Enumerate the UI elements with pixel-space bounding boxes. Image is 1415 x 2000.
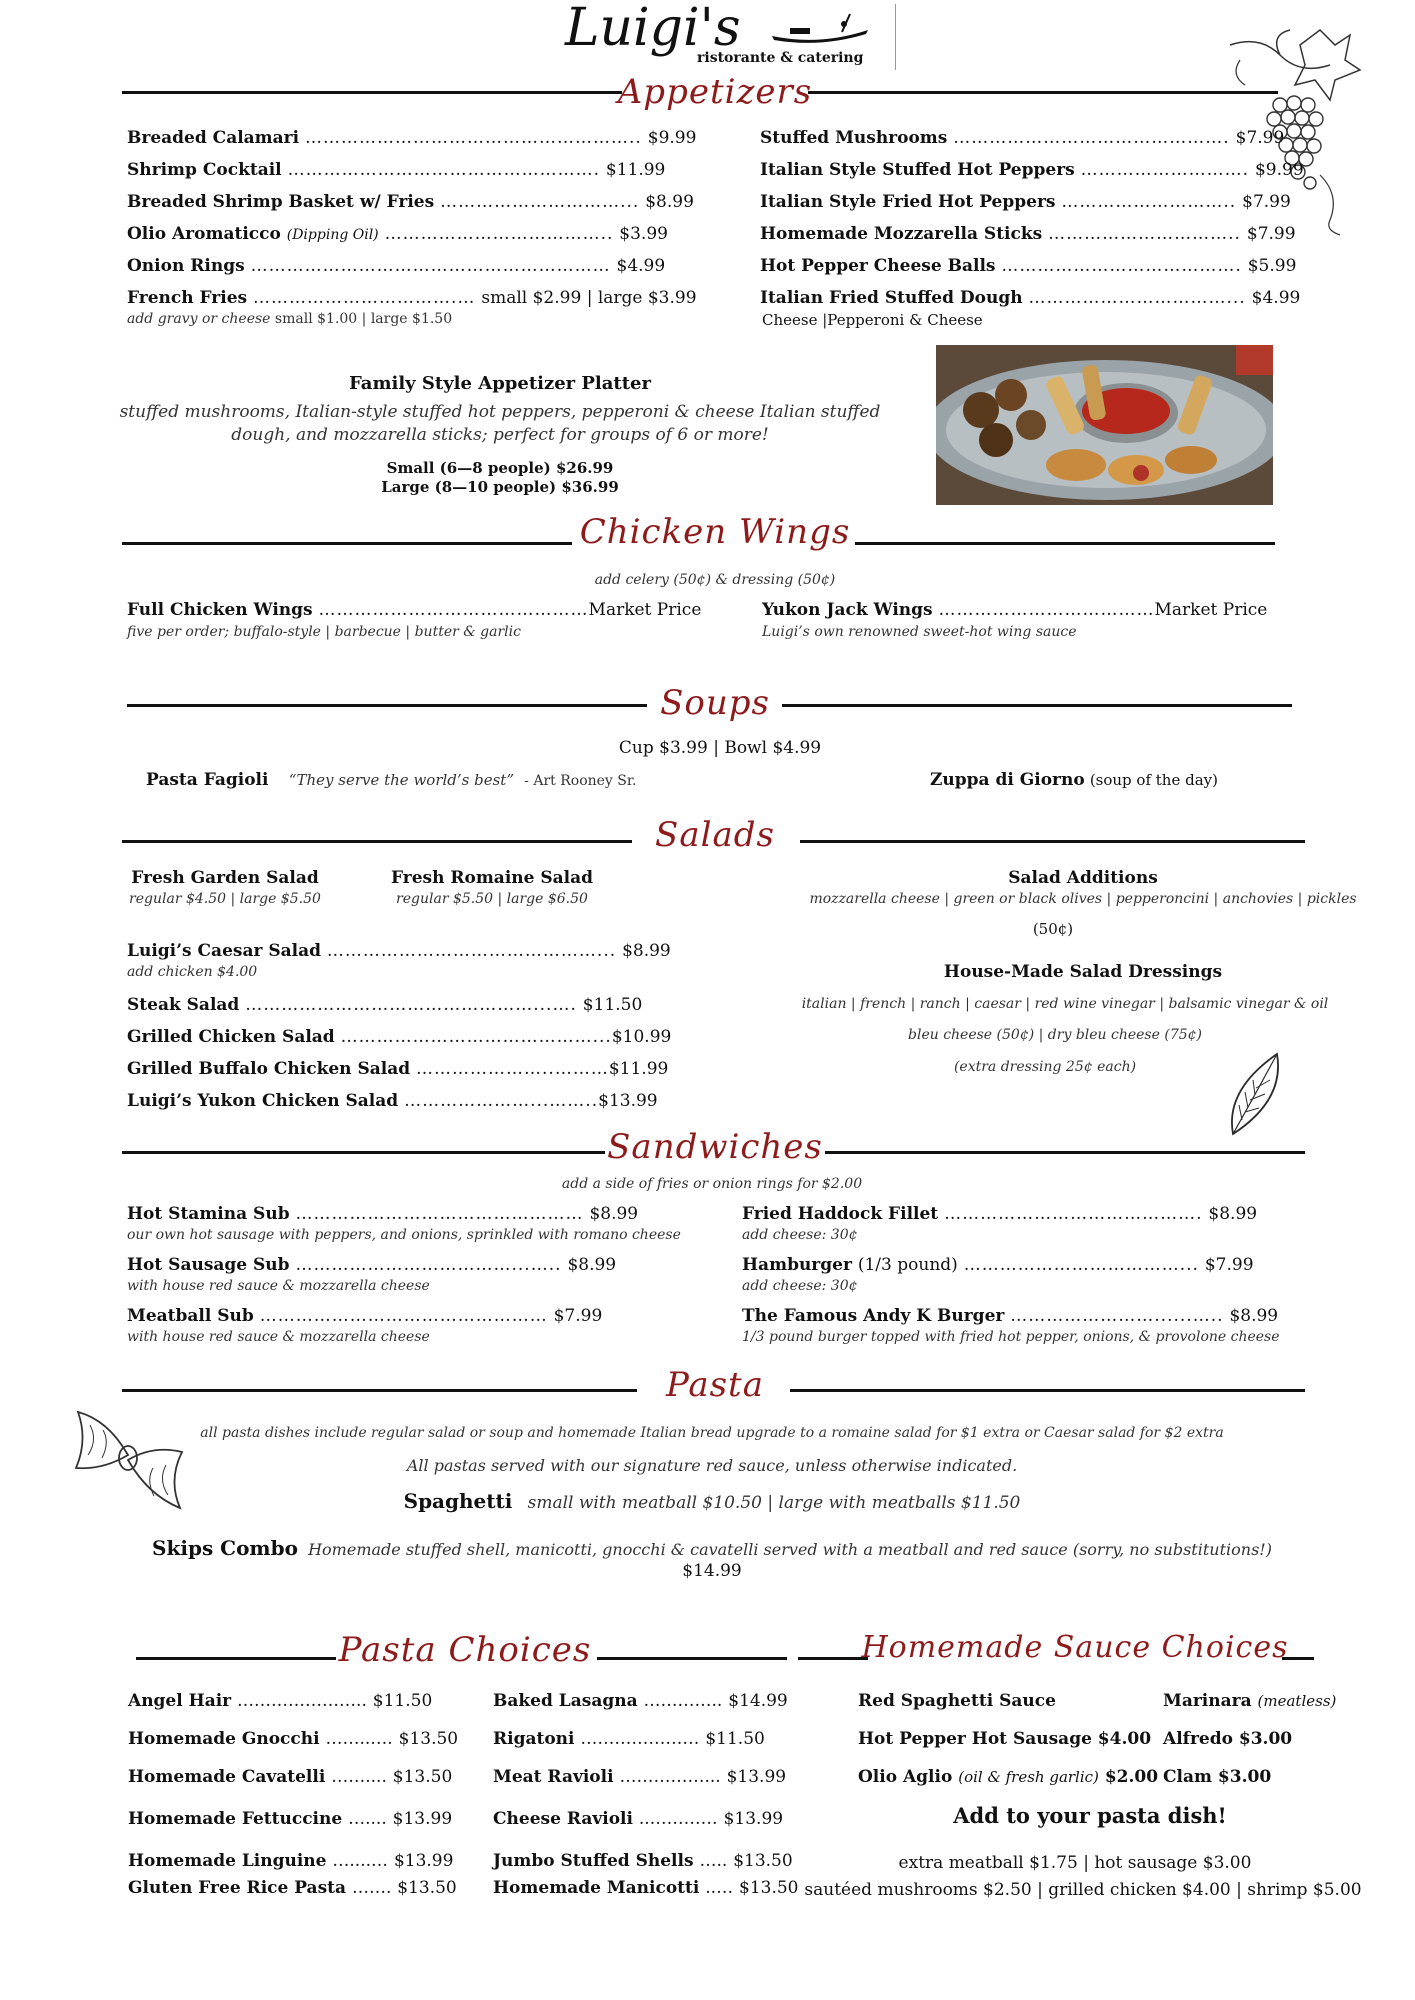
logo-tagline: ristorante & catering <box>697 50 864 66</box>
divider <box>825 1151 1305 1154</box>
menu-item: Hot Pepper Cheese Balls …………………………………. $5.99 <box>760 256 1297 276</box>
pasta-choice: Cheese Ravioli ..………… $13.99 <box>493 1809 784 1829</box>
soup-prices: Cup $3.99 | Bowl $4.99 <box>618 738 822 758</box>
salad-romaine-price: regular $5.50 | large $6.50 <box>396 891 588 907</box>
dressings-list: italian | french | ranch | caesar | red wine vinegar | balsamic vinegar & oil <box>801 996 1329 1012</box>
menu-item: Hamburger (1/3 pound) ………………………………... $7.99 <box>742 1255 1254 1275</box>
platter-small-price: Small (6—8 people) $26.99 <box>386 459 614 477</box>
menu-item: Fried Haddock Fillet ……………………………………. $8.99 <box>742 1204 1258 1224</box>
item-note: with house red sauce & mozzarella cheese <box>127 1329 430 1345</box>
sandwiches-note: add a side of fries or onion rings for $2.00 <box>561 1176 863 1192</box>
pasta-choice: Homemade Linguine …....… $13.99 <box>128 1851 454 1871</box>
pasta-choice: Angel Hair ………………….. $11.50 <box>128 1691 433 1711</box>
pasta-note: all pasta dishes include regular salad or soup and homemade Italian bread upgrade to a romaine salad for $1 extra or Caesar salad for $2 extra <box>200 1425 1224 1441</box>
platter-desc: dough, and mozzarella sticks; perfect for groups of 6 or more! <box>231 425 769 445</box>
menu-item: Stuffed Mushrooms ………………………………………. $7.99 <box>760 128 1285 148</box>
menu-item: Grilled Chicken Salad ……………………………………...$10.99 <box>127 1027 672 1047</box>
dressings-title: House-Made Salad Dressings <box>943 962 1223 982</box>
platter-desc: stuffed mushrooms, Italian-style stuffed hot peppers, pepperoni & cheese Italian stuffed <box>119 402 881 422</box>
item-note: 1/3 pound burger topped with fried hot pepper, onions, & provolone cheese <box>742 1329 1280 1345</box>
logo-divider <box>895 4 896 70</box>
salad-additions: mozzarella cheese | green or black olives | pepperoncini | anchovies | pickles <box>809 891 1357 907</box>
menu-item: Homemade Mozzarella Sticks ………………………….. $7.99 <box>760 224 1296 244</box>
pasta-note: All pastas served with our signature red sauce, unless otherwise indicated. <box>406 1456 1018 1475</box>
addons-title: Add to your pasta dish! <box>953 1803 1227 1828</box>
menu-item: Shrimp Cocktail ……………………………………………. $11.99 <box>127 160 666 180</box>
sauce-red: Red Spaghetti Sauce <box>858 1691 1056 1711</box>
pasta-choice: Homemade Cavatelli …….... $13.50 <box>128 1767 453 1787</box>
dressings-note: (extra dressing 25¢ each) <box>953 1059 1137 1075</box>
section-heading-pasta-choices: Pasta Choices <box>338 1630 592 1670</box>
salad-romaine: Fresh Romaine Salad <box>390 868 594 888</box>
menu-item: Luigi’s Caesar Salad ………………………………………... $8.99 <box>127 941 671 961</box>
section-heading-pasta: Pasta <box>665 1365 765 1405</box>
divider <box>122 840 632 843</box>
pasta-choice: Homemade Manicotti ..… $13.50 <box>493 1878 799 1898</box>
soup-item-fagioli: Pasta Fagioli “They serve the world’s best” - Art Rooney Sr. <box>146 770 637 790</box>
divider <box>122 1151 605 1154</box>
sauce-hot-pepper: Hot Pepper Hot Sausage $4.00 <box>858 1729 1152 1749</box>
sauce-alfredo: Alfredo $3.00 <box>1163 1729 1293 1749</box>
item-note: our own hot sausage with peppers, and onions, sprinkled with romano cheese <box>127 1227 681 1243</box>
section-heading-soups: Soups <box>660 683 770 723</box>
divider <box>782 704 1292 707</box>
pasta-skips-price: $14.99 <box>682 1561 742 1581</box>
menu-item: Steak Salad …………………………………………...…. $11.50 <box>127 995 643 1015</box>
salad-additions-price: (50¢) <box>1032 920 1074 938</box>
sauce-clam: Clam $3.00 <box>1163 1767 1272 1787</box>
platter-large-price: Large (8—10 people) $36.99 <box>381 478 619 496</box>
divider <box>127 704 647 707</box>
salad-additions-title: Salad Additions <box>1008 868 1158 888</box>
divider <box>122 542 572 545</box>
wings-note: add celery (50¢) & dressing (50¢) <box>594 572 836 588</box>
item-note: add cheese: 30¢ <box>742 1278 858 1294</box>
divider <box>798 1657 868 1660</box>
section-heading-appetizers: Appetizers <box>617 72 813 112</box>
item-note: add cheese: 30¢ <box>742 1227 858 1243</box>
section-heading-sandwiches: Sandwiches <box>607 1127 823 1167</box>
pasta-choice: Meat Ravioli ……………... $13.99 <box>493 1767 787 1787</box>
menu-item: Onion Rings …………………………………………………… $4.99 <box>127 256 666 276</box>
menu-item: Hot Sausage Sub ………………………………...….. $8.99 <box>127 1255 617 1275</box>
pasta-choice: Homemade Fettuccine ….... $13.99 <box>128 1809 453 1829</box>
item-note: five per order; buffalo-style | barbecue | butter & garlic <box>127 624 521 640</box>
menu-item: Grilled Buffalo Chicken Salad …………………..………$11.99 <box>127 1059 669 1079</box>
divider <box>800 840 1305 843</box>
bowtie-pasta-icon <box>68 1400 188 1520</box>
sauce-marinara: Marinara (meatless) <box>1163 1691 1337 1711</box>
gondola-icon <box>770 12 870 46</box>
menu-item: French Fries …………………………….… small $2.99 | large $3.99 <box>127 288 697 308</box>
menu-item: Hot Stamina Sub ………………………………………… $8.99 <box>127 1204 639 1224</box>
addons-list: sautéed mushrooms $2.50 | grilled chicken $4.00 | shrimp $5.00 <box>804 1880 1362 1900</box>
menu-item: Olio Aromaticco (Dipping Oil) ……………………………….. $3.99 <box>127 224 668 244</box>
menu-item: Yukon Jack Wings ………………………………Market Price <box>762 600 1268 620</box>
pasta-choice: Jumbo Stuffed Shells ….. $13.50 <box>493 1851 793 1871</box>
leaf-icon <box>1225 1050 1285 1140</box>
menu-item: Breaded Calamari ……………………………………………….. $9.99 <box>127 128 697 148</box>
pasta-choice: Gluten Free Rice Pasta ……. $13.50 <box>128 1878 457 1898</box>
salad-garden: Fresh Garden Salad <box>131 868 319 888</box>
divider <box>597 1657 787 1660</box>
menu-item: Full Chicken Wings ………………………………………Market Price <box>127 600 702 620</box>
divider <box>122 91 622 94</box>
dressings-list: bleu cheese (50¢) | dry bleu cheese (75¢) <box>908 1027 1202 1043</box>
addons-list: extra meatball $1.75 | hot sausage $3.00 <box>898 1853 1252 1873</box>
item-note: add chicken $4.00 <box>127 964 258 980</box>
logo-name: Luigi's <box>565 0 741 58</box>
menu-item: Luigi’s Yukon Chicken Salad …………………...……..$13.99 <box>127 1091 658 1111</box>
menu-item: The Famous Andy K Burger ……………………......….. $8.99 <box>742 1306 1279 1326</box>
divider <box>790 1389 1305 1392</box>
divider <box>136 1657 336 1660</box>
menu-item: Italian Style Fried Hot Peppers ……………………….. $7.99 <box>760 192 1291 212</box>
platter-photo <box>936 345 1273 505</box>
section-heading-wings: Chicken Wings <box>579 512 851 552</box>
platter-title: Family Style Appetizer Platter <box>348 373 652 394</box>
pasta-choice: Rigatoni ………………… $11.50 <box>493 1729 765 1749</box>
sauce-olio-aglio: Olio Aglio (oil & fresh garlic) $2.00 <box>858 1767 1159 1787</box>
item-note: with house red sauce & mozzarella cheese <box>127 1278 430 1294</box>
menu-item: Breaded Shrimp Basket w/ Fries …………………………... $8.99 <box>127 192 694 212</box>
section-heading-salads: Salads <box>655 815 775 855</box>
menu-item: Meatball Sub ………………………………………… $7.99 <box>127 1306 603 1326</box>
logo <box>565 0 895 70</box>
item-note: Luigi’s own renowned sweet-hot wing sauce <box>762 624 1077 640</box>
pasta-spaghetti: Spaghetti small with meatball $10.50 | large with meatballs $11.50 <box>403 1489 1021 1513</box>
soup-item-zuppa: Zuppa di Giorno (soup of the day) <box>930 770 1218 790</box>
pasta-choice: Baked Lasagna ………….. $14.99 <box>493 1691 788 1711</box>
item-note: Cheese |Pepperoni & Cheese <box>762 311 983 329</box>
section-heading-sauce-choices: Homemade Sauce Choices <box>861 1630 1289 1665</box>
pasta-skips-combo: Skips Combo Homemade stuffed shell, manicotti, gnocchi & cavatelli served with a meatball and red sauce (sorry, no substitutions!) <box>152 1536 1272 1560</box>
pasta-choice: Homemade Gnocchi ……..…. $13.50 <box>128 1729 459 1749</box>
menu-item: Italian Fried Stuffed Dough ……………………………... $4.99 <box>760 288 1301 308</box>
salad-garden-price: regular $4.50 | large $5.50 <box>129 891 321 907</box>
divider <box>808 91 1278 94</box>
menu-item: Italian Style Stuffed Hot Peppers ………………………. $9.99 <box>760 160 1304 180</box>
item-note: add gravy or cheese small $1.00 | large $1.50 <box>127 311 453 327</box>
divider <box>122 1389 637 1392</box>
divider <box>855 542 1275 545</box>
